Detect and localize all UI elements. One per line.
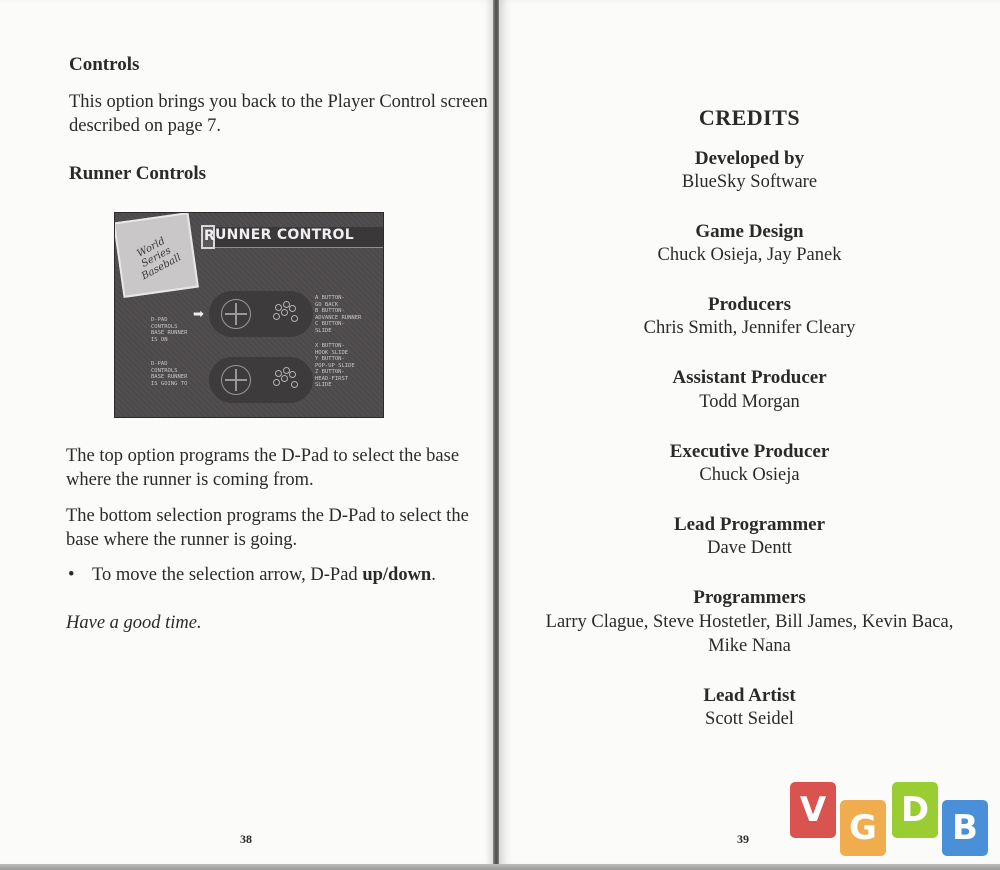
bullet-end: . xyxy=(431,565,436,585)
credit-role-lead-programmer: Lead Programmer xyxy=(673,514,826,535)
credit-role-game-design: Game Design xyxy=(695,221,804,242)
page-bottom-edge xyxy=(0,864,1000,870)
face-buttons-icon xyxy=(271,367,299,391)
page-number-right: 39 xyxy=(737,832,749,846)
bottom-left-label: D-PAD CONTROLS BASE RUNNER IS GOING TO xyxy=(151,361,188,387)
logo-text: World Series Baseball xyxy=(135,235,184,283)
world-series-logo xyxy=(114,212,199,298)
credit-names-assistant-producer: Todd Morgan xyxy=(699,392,800,412)
credit-role-executive-producer: Executive Producer xyxy=(669,441,830,462)
para2-line1: The bottom selection programs the D-Pad to select the xyxy=(66,506,469,526)
closing-text: Have a good time. xyxy=(66,613,202,633)
credit-names-game-design: Chuck Osieja, Jay Panek xyxy=(657,245,842,265)
top-right-label: A BUTTON- GO BACK B BUTTON- ADVANCE RUNNER C BUTTON- SLIDE xyxy=(315,295,362,334)
dpad-icon xyxy=(221,299,251,329)
bullet-text: To move the selection arrow, D-Pad xyxy=(92,565,363,585)
watermark-letter-g: G xyxy=(840,800,886,856)
bullet-bold-text: up/down xyxy=(362,565,432,585)
para2-line2: base where the runner is going. xyxy=(66,530,298,550)
vgdb-watermark xyxy=(790,782,990,858)
watermark-letter-v: V xyxy=(790,782,836,838)
controls-text-line1: This option brings you back to the Player Control screen xyxy=(69,92,488,112)
screen-title: UNNER CONTROL xyxy=(215,227,354,243)
watermark-letter-b: B xyxy=(942,800,988,856)
credit-role-lead-artist: Lead Artist xyxy=(703,685,796,706)
controls-text-line2: described on page 7. xyxy=(69,116,222,136)
credit-role-producers: Producers xyxy=(707,294,792,315)
controller-top-icon xyxy=(209,291,313,337)
credit-role-developed-by: Developed by xyxy=(694,148,805,169)
face-buttons-icon xyxy=(271,301,299,325)
credit-names-programmers: Larry Clague, Steve Hostetler, Bill James, Kevin Baca, xyxy=(545,612,954,632)
bullet-item xyxy=(92,563,436,587)
credit-names-lead-artist: Scott Seidel xyxy=(705,709,794,729)
bottom-right-label: X BUTTON- HOOK SLIDE Y BUTTON- POP-UP SLIDE Z BUTTON- HEAD-FIRST SLIDE xyxy=(315,343,355,388)
para1-line1: The top option programs the D-Pad to select the base xyxy=(66,446,460,466)
watermark-letter-d: D xyxy=(892,782,938,838)
credit-names-lead-programmer: Dave Dentt xyxy=(707,538,792,558)
credit-names-programmers-line2: Mike Nana xyxy=(708,636,791,656)
credit-role-assistant-producer: Assistant Producer xyxy=(672,367,827,388)
para1-line2: where the runner is coming from. xyxy=(66,470,314,490)
controls-heading: Controls xyxy=(69,54,140,75)
credit-role-programmers: Programmers xyxy=(693,587,806,608)
runner-controls-heading: Runner Controls xyxy=(69,163,207,184)
credit-names-producers: Chris Smith, Jennifer Cleary xyxy=(643,318,856,338)
dpad-icon xyxy=(221,365,251,395)
selection-arrow-icon: ➡ xyxy=(193,307,204,322)
title-initial: R xyxy=(204,228,215,244)
bullet-icon: • xyxy=(68,565,75,585)
page-number-left: 38 xyxy=(240,832,252,846)
controller-bottom-icon xyxy=(209,357,313,403)
top-left-label: D-PAD CONTROLS BASE RUNNER IS ON xyxy=(151,317,188,343)
runner-control-screenshot xyxy=(114,212,384,418)
title-initial-block xyxy=(201,225,215,249)
credit-names-developed-by: BlueSky Software xyxy=(681,172,818,192)
credit-names-executive-producer: Chuck Osieja xyxy=(699,465,800,485)
credits-heading: CREDITS xyxy=(698,105,801,130)
